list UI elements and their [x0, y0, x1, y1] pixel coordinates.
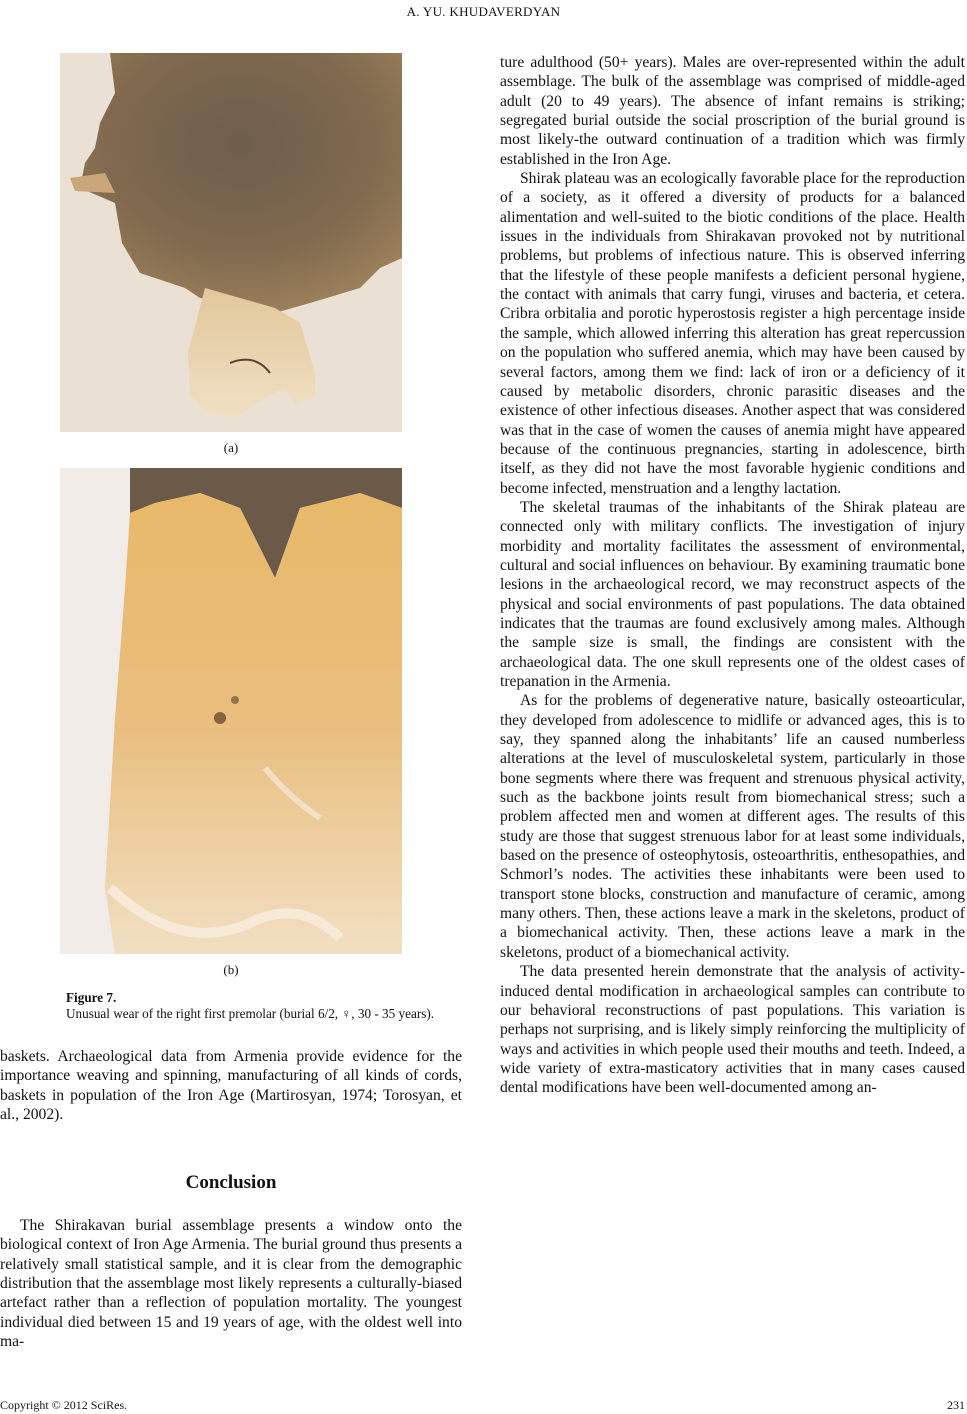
figure-7a-photo: [60, 53, 402, 432]
running-header: A. YU. KHUDAVERDYAN: [406, 4, 561, 19]
paragraph: Shirak plateau was an ecologically favorable place for the reproduction of a society, as it offered a diversity of products for a balanced alimentation and well-suited to the biotic conditions of the place. Health issues in the individuals from Shirakavan provoked not by nutritional problems, but problems of infectious nature. This is observed inferring that the lifestyle of these people manifests a deficient personal hygiene, the contact with animals that carry fungi, viruses and bacteria, et cetera. Cribra orbitalia and porotic hyperostosis register a high percentage inside the sample, which allowed inferring this alteration has great repercussion on the population who suffered anemia, which may have been caused by several factors, among them we find: lack of iron or a deficiency of it caused by metabolic disorders, chronic parasitic diseases and the existence of other infectious diseases. Another aspect that was considered was that in the case of women the causes of anemia might have appeared because of the continuous pregnancies, starting in adolescence, birth itself, as they did not have the most favorable hygienic conditions and become infected, menstruation and a lengthy lactation.: [500, 170, 965, 497]
left-column-conclusion: [0, 1216, 462, 1351]
figure-7a-label: (a): [223, 440, 239, 455]
figure-7b-photo: [60, 468, 402, 954]
paragraph: The Shirakavan burial assemblage presents a window onto the biological context of Iron Age Armenia. The burial ground thus presents a relatively small statistical sample, and it is clear from the demographic distribution that the assemblage most likely represents a culturally-biased artefact rather than a reflection of population mortality. The youngest individual died between 15 and 19 years of age, with the oldest well into ma-: [0, 1217, 462, 1351]
paragraph: ture adulthood (50+ years). Males are over-represented within the adult assemblage. The bulk of the assemblage was comprised of middle-aged adult (20 to 49 years). The absence of infant remains is striking; segregated burial outside the social proscription of the burial ground is most likely-the outward continuation of a tradition which was firmly established in the Iron Age.: [500, 54, 965, 168]
figure-7b-label: (b): [223, 962, 239, 977]
figure-caption: [66, 990, 446, 1021]
figure-caption-title: Figure 7.: [66, 990, 117, 1005]
paragraph: The data presented herein demonstrate that the analysis of activity-induced dental modification in archaeological samples can contribute to our behavioral reconstructions of past populations. This variation is perhaps not surprising, and is likely simply reinforcing the multiplicity of ways and activities in which people used their mouths and teeth. Indeed, a wide variety of extra-masticatory activities that in many cases caused dental modifications have been well-documented among an-: [500, 963, 965, 1097]
figure-caption-text: Unusual wear of the right first premolar (burial 6/2, ♀, 30 - 35 years).: [66, 1005, 435, 1021]
footer-page-number: 231: [947, 1398, 965, 1412]
left-column-continuation: [0, 1047, 462, 1124]
paragraph: The skeletal traumas of the inhabitants of the Shirak plateau are connected only with military conflicts. The investigation of injury morbidity and mortality facilitates the assessment of environmental, cultural and social influences on behaviour. By examining traumatic bone lesions in the archaeological record, we may reconstruct aspects of the physical and social environments of past populations. The data obtained indicates that the traumas are found exclusively among males. Although the sample size is small, the findings are consistent with the archaeological data. The one skull represents one of the oldest cases of trepanation in the Armenia.: [500, 498, 965, 690]
footer-copyright: Copyright © 2012 SciRes.: [0, 1398, 128, 1412]
paragraph: As for the problems of degenerative nature, basically osteoarticular, they developed from adolescence to midlife or advanced ages, this is to say, they spanned along the inhabitants’ life an caused numberless alterations at the level of musculoskeletal system, particularly in those bone segments where there was frequent and strenuous physical activity, such as the backbone joints result from biomechanical stress; such a problem affected men and women at different ages. The results of this study are those that suggest strenuous labor for at least some individuals, based on the presence of osteophytosis, osteoarthritis, enthesopathies, and Schmorl’s nodes. The activities these inhabitants were been used to transport stone blocks, construction and manufacture of ceramic, among many others. Then, these actions leave a mark in the skeletons, product of a biomechanical activity. Then, these actions leave a mark in the skeletons, product of a biomechanical activity.: [500, 692, 965, 961]
right-column: [500, 53, 965, 1098]
paragraph: baskets. Archaeological data from Armenia provide evidence for the importance weaving and spinning, manufacturing of all kinds of cords, baskets in population of the Iron Age (Martirosyan, 1974; Torosyan, et al., 2002).: [0, 1048, 462, 1124]
section-heading-conclusion: Conclusion: [185, 1172, 277, 1193]
